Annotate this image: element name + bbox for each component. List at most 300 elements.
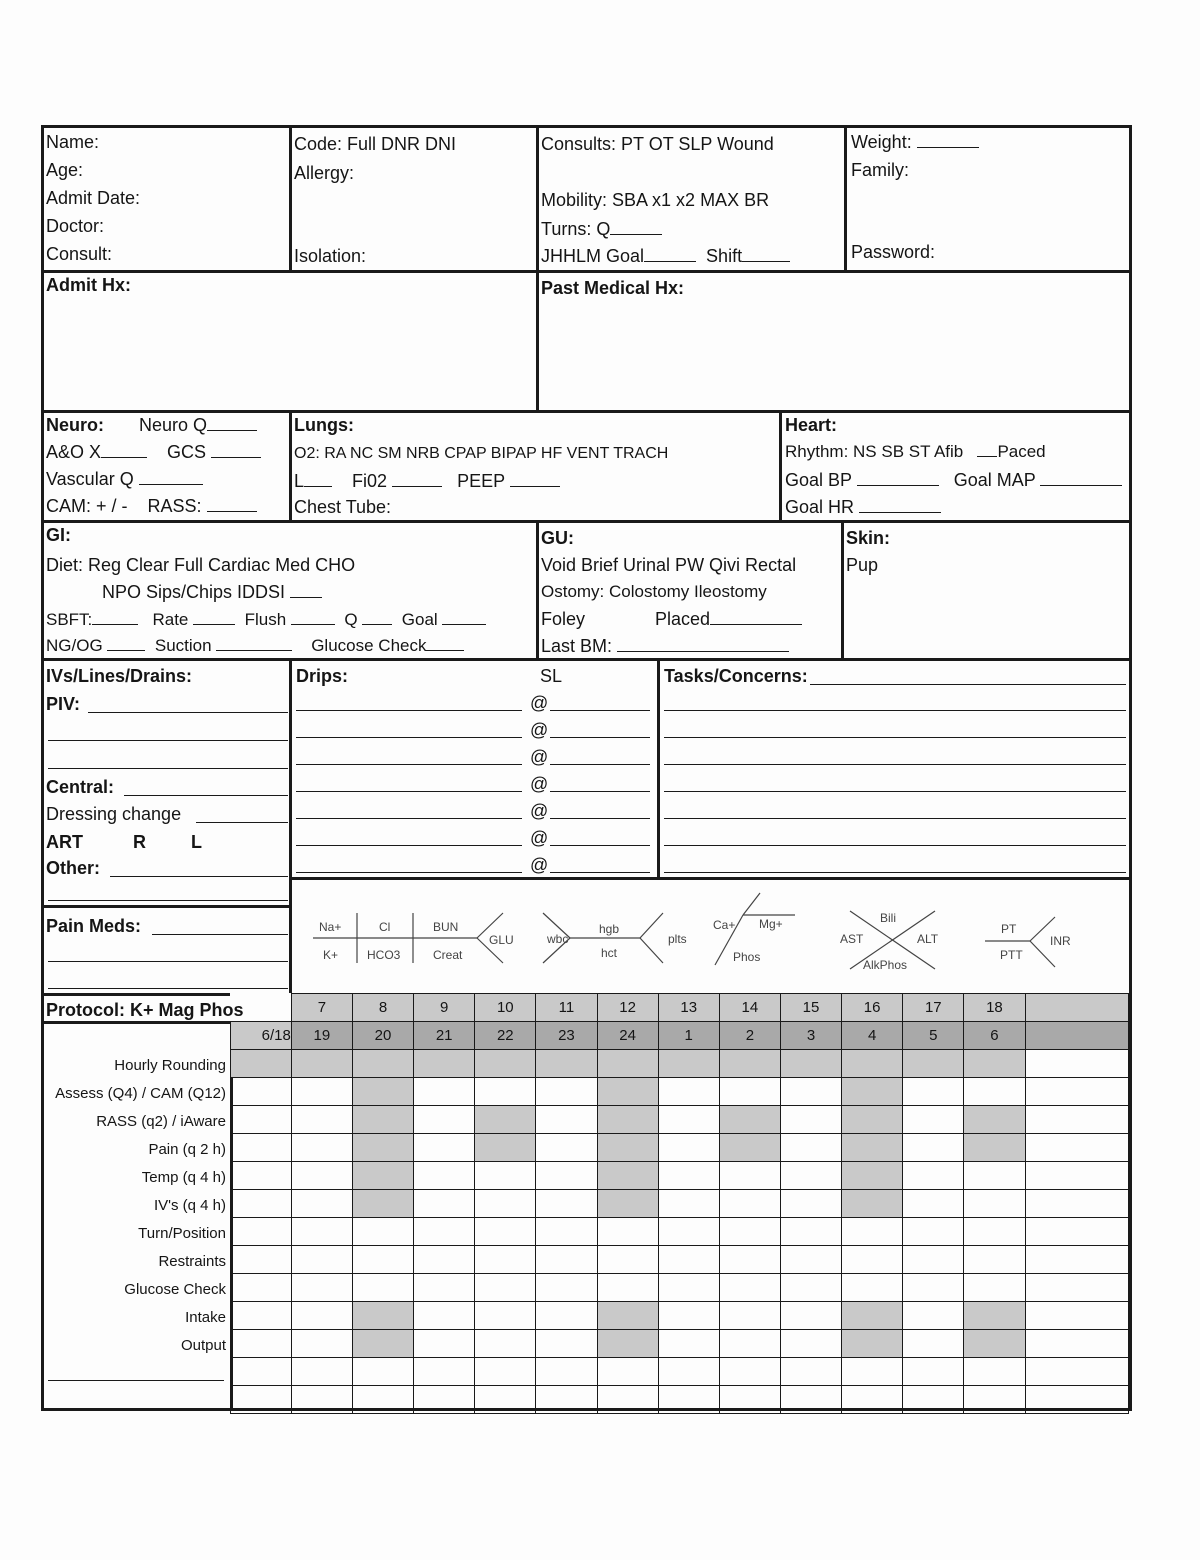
flush-label: Flush xyxy=(244,610,287,629)
grid-cell[interactable] xyxy=(658,1190,719,1218)
grid-cell[interactable] xyxy=(414,1246,475,1274)
grid-cell[interactable] xyxy=(1025,1134,1129,1162)
grid-cell[interactable] xyxy=(414,1050,475,1078)
doctor-label: Doctor: xyxy=(46,216,105,236)
grid-cell[interactable] xyxy=(842,1078,903,1106)
grid-cell[interactable] xyxy=(1025,1078,1129,1106)
grid-cell[interactable] xyxy=(964,1218,1025,1246)
grid-cell[interactable] xyxy=(1025,1050,1129,1078)
rate-label: Rate xyxy=(152,610,189,629)
grid-cell[interactable] xyxy=(291,1274,352,1302)
grid-cell[interactable] xyxy=(536,1050,597,1078)
grid-cell[interactable] xyxy=(414,1358,475,1386)
grid-cell[interactable] xyxy=(475,1274,536,1302)
hourly-grid-area xyxy=(44,993,1129,1408)
grid-cell[interactable] xyxy=(231,1106,292,1134)
grid-cell[interactable] xyxy=(780,1218,841,1246)
jhhlm-label: JHHLM Goal xyxy=(541,246,645,266)
grid-cell[interactable] xyxy=(780,1162,841,1190)
grid-cell[interactable] xyxy=(475,1246,536,1274)
rhythm-label: Rhythm: NS SB ST Afib xyxy=(785,442,964,461)
ao-label: A&O X xyxy=(46,442,102,462)
grid-cell[interactable] xyxy=(1025,1302,1129,1330)
grid-cell[interactable] xyxy=(414,1106,475,1134)
grid-cell[interactable] xyxy=(719,1134,780,1162)
grid-cell[interactable] xyxy=(903,1162,964,1190)
drip-rate-at: @ xyxy=(530,774,549,794)
grid-cell[interactable] xyxy=(597,1218,658,1246)
grid-cell[interactable] xyxy=(231,1358,292,1386)
grid-cell[interactable] xyxy=(842,1218,903,1246)
grid-cell[interactable] xyxy=(597,1246,658,1274)
lungs-cell xyxy=(292,410,782,520)
lungs-line-3 xyxy=(294,471,560,491)
history-row xyxy=(44,270,1129,413)
drip-rate-at: @ xyxy=(530,693,549,713)
consults-cell xyxy=(539,128,847,270)
grid-cell[interactable] xyxy=(475,1078,536,1106)
grid-cell[interactable] xyxy=(352,1358,413,1386)
grid-cell[interactable] xyxy=(597,1050,658,1078)
foley-label: Foley xyxy=(541,609,586,629)
grid-cell[interactable] xyxy=(352,1162,413,1190)
peep-label: PEEP xyxy=(457,471,505,491)
grid-cell[interactable] xyxy=(964,1302,1025,1330)
grid-cell[interactable] xyxy=(903,1302,964,1330)
grid-cell[interactable] xyxy=(291,1330,352,1358)
grid-cell[interactable] xyxy=(536,1386,597,1414)
grid-cell[interactable] xyxy=(352,1246,413,1274)
grid-cell[interactable] xyxy=(291,1302,352,1330)
gi-title: GI: xyxy=(46,525,71,545)
grid-cell[interactable] xyxy=(291,1050,352,1078)
allergy-label: Allergy: xyxy=(294,163,355,183)
grid-cell[interactable] xyxy=(842,1106,903,1134)
drip-rate-at: @ xyxy=(530,801,549,821)
grid-cell[interactable] xyxy=(536,1302,597,1330)
heart-line-3 xyxy=(785,470,1122,490)
hour-header: 21 xyxy=(414,1022,475,1050)
grid-cell[interactable] xyxy=(231,1190,292,1218)
grid-cell[interactable] xyxy=(719,1274,780,1302)
suction-label: Suction xyxy=(154,636,212,655)
grid-cell[interactable] xyxy=(842,1050,903,1078)
lab-hco3: HCO3 xyxy=(367,948,401,962)
admit-date-label: Admit Date: xyxy=(46,188,141,208)
grid-cell[interactable] xyxy=(231,1050,292,1078)
lab-alkphos: AlkPhos xyxy=(863,958,908,972)
drips-cell xyxy=(292,658,660,880)
hour-header: 24 xyxy=(597,1022,658,1050)
row-label: RASS (q2) / iAware xyxy=(96,1113,226,1130)
grid-cell[interactable] xyxy=(719,1246,780,1274)
neuro-line-3 xyxy=(46,469,203,489)
row-label: Output xyxy=(180,1337,226,1354)
grid-cell[interactable] xyxy=(842,1330,903,1358)
lab-mg: Mg+ xyxy=(759,917,783,931)
grid-cell[interactable] xyxy=(1025,1106,1129,1134)
lab-plts: plts xyxy=(668,932,687,946)
grid-cell[interactable] xyxy=(842,1302,903,1330)
grid-cell[interactable] xyxy=(352,1274,413,1302)
grid-cell[interactable] xyxy=(658,1134,719,1162)
grid-cell[interactable] xyxy=(842,1246,903,1274)
grid-cell[interactable] xyxy=(414,1218,475,1246)
grid-cell[interactable] xyxy=(414,1134,475,1162)
turns-field xyxy=(541,219,662,239)
grid-cell[interactable] xyxy=(1025,1190,1129,1218)
grid-cell[interactable] xyxy=(231,1386,292,1414)
grid-cell[interactable] xyxy=(719,1106,780,1134)
gi-cell xyxy=(44,520,539,658)
admit-hx-label: Admit Hx: xyxy=(46,275,131,295)
grid-cell[interactable] xyxy=(964,1330,1025,1358)
row-label: Pain (q 2 h) xyxy=(148,1141,226,1158)
grid-cell[interactable] xyxy=(719,1190,780,1218)
grid-cell[interactable] xyxy=(1025,1330,1129,1358)
grid-cell[interactable] xyxy=(352,1050,413,1078)
skin-title: Skin: xyxy=(846,528,891,548)
gu-cell xyxy=(539,520,844,658)
grid-cell[interactable] xyxy=(414,1190,475,1218)
grid-cell[interactable] xyxy=(352,1190,413,1218)
grid-cell[interactable] xyxy=(903,1330,964,1358)
rass-label: RASS: xyxy=(147,496,202,516)
grid-cell[interactable] xyxy=(475,1386,536,1414)
lab-ast: AST xyxy=(840,932,864,946)
table-row xyxy=(231,1106,1129,1134)
grid-cell[interactable] xyxy=(658,1050,719,1078)
grid-cell[interactable] xyxy=(352,1330,413,1358)
lab-ca: Ca+ xyxy=(713,918,736,932)
grid-cell[interactable] xyxy=(231,1246,292,1274)
grid-cell[interactable] xyxy=(475,1302,536,1330)
heart-title: Heart: xyxy=(785,415,838,435)
drips-title: Drips: xyxy=(296,666,349,686)
grid-cell[interactable] xyxy=(352,1386,413,1414)
grid-cell[interactable] xyxy=(291,1358,352,1386)
npo-label: NPO Sips/Chips IDDSI xyxy=(102,582,286,602)
ngog-field xyxy=(46,636,464,656)
grid-cell[interactable] xyxy=(658,1302,719,1330)
grid-cell[interactable] xyxy=(780,1386,841,1414)
grid-cell[interactable] xyxy=(903,1274,964,1302)
neuro-line-1 xyxy=(46,415,257,435)
row-label: Hourly Rounding xyxy=(114,1057,226,1074)
grid-cell[interactable] xyxy=(903,1078,964,1106)
grid-cell[interactable] xyxy=(414,1274,475,1302)
grid-cell[interactable] xyxy=(291,1190,352,1218)
grid-cell[interactable] xyxy=(719,1302,780,1330)
grid-cell[interactable] xyxy=(903,1050,964,1078)
piv-label: PIV: xyxy=(46,694,81,714)
hour-header: 23 xyxy=(536,1022,597,1050)
grid-cell[interactable] xyxy=(658,1218,719,1246)
grid-cell[interactable] xyxy=(597,1134,658,1162)
grid-cell[interactable] xyxy=(964,1078,1025,1106)
row-label: Temp (q 4 h) xyxy=(141,1169,226,1186)
grid-cell[interactable] xyxy=(719,1330,780,1358)
grid-cell[interactable] xyxy=(475,1330,536,1358)
grid-cell[interactable] xyxy=(903,1386,964,1414)
lab-cl: Cl xyxy=(379,920,391,934)
grid-cell[interactable] xyxy=(536,1190,597,1218)
grid-cell[interactable] xyxy=(780,1246,841,1274)
foley-field xyxy=(541,609,802,629)
grid-cell[interactable] xyxy=(597,1386,658,1414)
grid-cell[interactable] xyxy=(964,1358,1025,1386)
labs-panel xyxy=(295,883,1129,993)
lab-fishbone-diagrams xyxy=(295,883,1132,993)
hour-header: 12 xyxy=(597,994,658,1022)
glucose-check-label: Glucose Check xyxy=(311,636,427,655)
grid-cell[interactable] xyxy=(291,1162,352,1190)
l-label: L xyxy=(294,471,305,491)
grid-cell[interactable] xyxy=(842,1358,903,1386)
grid-cell[interactable] xyxy=(414,1386,475,1414)
grid-cell[interactable] xyxy=(536,1358,597,1386)
protocol-label: Protocol: K+ Mag Phos xyxy=(46,1000,244,1020)
goal-bp-label: Goal BP xyxy=(785,470,852,490)
grid-cell[interactable] xyxy=(536,1078,597,1106)
lines-column xyxy=(44,658,292,993)
grid-cell[interactable] xyxy=(1025,1386,1129,1414)
grid-cell[interactable] xyxy=(719,1218,780,1246)
drip-rate-at: @ xyxy=(530,828,549,848)
grid-cell[interactable] xyxy=(475,1134,536,1162)
lab-bili: Bili xyxy=(880,911,897,925)
grid-cell[interactable] xyxy=(658,1330,719,1358)
neuro-line-4 xyxy=(46,496,257,516)
hour-header: 3 xyxy=(780,1022,841,1050)
grid-cell[interactable] xyxy=(719,1050,780,1078)
jhhlm-field xyxy=(541,246,790,266)
sl-label: SL xyxy=(540,666,563,686)
lab-pt: PT xyxy=(1001,922,1017,936)
grid-cell[interactable] xyxy=(964,1162,1025,1190)
row-label: Glucose Check xyxy=(124,1281,226,1298)
grid-cell[interactable] xyxy=(597,1162,658,1190)
mobility-label: Mobility: SBA x1 x2 MAX BR xyxy=(541,190,770,210)
row-label: IV's (q 4 h) xyxy=(153,1197,226,1214)
grid-cell[interactable] xyxy=(414,1162,475,1190)
grid-cell[interactable] xyxy=(842,1190,903,1218)
grid-cell[interactable] xyxy=(780,1358,841,1386)
grid-cell[interactable] xyxy=(719,1358,780,1386)
grid-cell[interactable] xyxy=(414,1302,475,1330)
hour-header: 8 xyxy=(352,994,413,1022)
grid-cell[interactable] xyxy=(536,1330,597,1358)
tasks-title: Tasks/Concerns: xyxy=(664,666,808,686)
grid-cell[interactable] xyxy=(291,1106,352,1134)
grid-cell[interactable] xyxy=(1025,1246,1129,1274)
grid-cell[interactable] xyxy=(842,1134,903,1162)
grid-cell[interactable] xyxy=(352,1078,413,1106)
grid-cell[interactable] xyxy=(352,1302,413,1330)
grid-cell[interactable] xyxy=(1025,1218,1129,1246)
table-row xyxy=(231,1218,1129,1246)
grid-cell[interactable] xyxy=(597,1078,658,1106)
grid-cell[interactable] xyxy=(231,1078,292,1106)
art-label: ART xyxy=(46,832,83,852)
grid-cell[interactable] xyxy=(780,1274,841,1302)
grid-cell[interactable] xyxy=(842,1386,903,1414)
void-label: Void Brief Urinal PW Qivi Rectal xyxy=(541,555,797,575)
grid-cell[interactable] xyxy=(780,1078,841,1106)
grid-cell[interactable] xyxy=(903,1246,964,1274)
grid-cell[interactable] xyxy=(964,1134,1025,1162)
grid-cell[interactable] xyxy=(414,1330,475,1358)
grid-cell[interactable] xyxy=(475,1358,536,1386)
grid-cell[interactable] xyxy=(719,1162,780,1190)
grid-cell[interactable] xyxy=(964,1246,1025,1274)
grid-cell[interactable] xyxy=(597,1358,658,1386)
grid-cell[interactable] xyxy=(658,1106,719,1134)
row-label: Intake xyxy=(185,1309,226,1326)
grid-cell[interactable] xyxy=(291,1078,352,1106)
grid-cell[interactable] xyxy=(536,1246,597,1274)
lines-title: IVs/Lines/Drains: xyxy=(46,666,193,686)
lab-phos: Phos xyxy=(733,950,761,964)
grid-cell[interactable] xyxy=(597,1302,658,1330)
grid-cell[interactable] xyxy=(231,1274,292,1302)
hour-header: 11 xyxy=(536,994,597,1022)
grid-cell[interactable] xyxy=(1025,1162,1129,1190)
grid-cell[interactable] xyxy=(780,1302,841,1330)
grid-cell[interactable] xyxy=(1025,1274,1129,1302)
table-row xyxy=(231,1246,1129,1274)
grid-cell[interactable] xyxy=(903,1190,964,1218)
grid-cell[interactable] xyxy=(658,1078,719,1106)
last-bm-label: Last BM: xyxy=(541,636,613,656)
hour-header: 20 xyxy=(352,1022,413,1050)
grid-cell[interactable] xyxy=(475,1218,536,1246)
grid-cell[interactable] xyxy=(536,1218,597,1246)
grid-cell[interactable] xyxy=(536,1274,597,1302)
grid-cell[interactable] xyxy=(780,1330,841,1358)
past-medical-hx-label: Past Medical Hx: xyxy=(541,278,685,298)
grid-cell[interactable] xyxy=(291,1134,352,1162)
grid-cell[interactable] xyxy=(231,1218,292,1246)
hour-header: 6 xyxy=(964,1022,1025,1050)
other-label: Other: xyxy=(46,858,100,878)
grid-cell[interactable] xyxy=(291,1386,352,1414)
hour-header: 2 xyxy=(719,1022,780,1050)
grid-cell[interactable] xyxy=(475,1106,536,1134)
grid-cell[interactable] xyxy=(780,1190,841,1218)
grid-cell[interactable] xyxy=(536,1106,597,1134)
lab-hgb: hgb xyxy=(599,922,620,936)
weight-label: Weight: xyxy=(851,132,912,152)
grid-cell[interactable] xyxy=(658,1246,719,1274)
grid-cell[interactable] xyxy=(658,1162,719,1190)
last-bm-field xyxy=(541,636,789,656)
table-row xyxy=(231,1050,1129,1078)
grid-cell[interactable] xyxy=(903,1134,964,1162)
grid-cell[interactable] xyxy=(291,1218,352,1246)
grid-cell[interactable] xyxy=(597,1330,658,1358)
grid-cell[interactable] xyxy=(903,1106,964,1134)
grid-cell[interactable] xyxy=(780,1134,841,1162)
grid-cell[interactable] xyxy=(597,1274,658,1302)
gu-title: GU: xyxy=(541,528,574,548)
cam-label: CAM: + / - xyxy=(46,496,128,516)
grid-cell[interactable] xyxy=(231,1330,292,1358)
grid-cell[interactable] xyxy=(536,1162,597,1190)
lab-hct: hct xyxy=(601,946,618,960)
code-cell xyxy=(292,128,539,270)
goal-map-label: Goal MAP xyxy=(953,470,1036,490)
grid-cell[interactable] xyxy=(780,1050,841,1078)
grid-cell[interactable] xyxy=(658,1358,719,1386)
grid-cell[interactable] xyxy=(475,1050,536,1078)
header-row xyxy=(44,128,1129,273)
grid-cell[interactable] xyxy=(903,1358,964,1386)
turns-label: Turns: Q xyxy=(541,219,611,239)
table-row xyxy=(231,1190,1129,1218)
patient-info-cell xyxy=(44,128,292,270)
neuro-line-2 xyxy=(46,442,261,462)
grid-cell[interactable] xyxy=(964,1190,1025,1218)
row-label: Turn/Position xyxy=(138,1225,226,1242)
grid-cell[interactable] xyxy=(597,1106,658,1134)
grid-cell[interactable] xyxy=(964,1274,1025,1302)
hour-header: 15 xyxy=(780,994,841,1022)
row-label: Assess (Q4) / CAM (Q12) xyxy=(55,1085,226,1102)
grid-cell[interactable] xyxy=(352,1218,413,1246)
grid-cell[interactable] xyxy=(475,1190,536,1218)
art-field xyxy=(46,832,202,852)
grid-cell[interactable] xyxy=(536,1134,597,1162)
lab-inr: INR xyxy=(1050,934,1071,948)
age-label: Age: xyxy=(46,160,84,180)
fio2-label: Fi02 xyxy=(352,471,388,491)
grid-cell[interactable] xyxy=(842,1274,903,1302)
grid-cell[interactable] xyxy=(597,1190,658,1218)
hour-header: 13 xyxy=(658,994,719,1022)
grid-cell[interactable] xyxy=(780,1106,841,1134)
grid-cell[interactable] xyxy=(842,1162,903,1190)
grid-cell[interactable] xyxy=(1025,1358,1129,1386)
grid-cell[interactable] xyxy=(291,1246,352,1274)
goal-hr-label: Goal HR xyxy=(785,497,855,517)
grid-cell[interactable] xyxy=(903,1218,964,1246)
grid-cell[interactable] xyxy=(231,1302,292,1330)
grid-cell[interactable] xyxy=(352,1134,413,1162)
table-row xyxy=(231,1162,1129,1190)
grid-cell[interactable] xyxy=(475,1162,536,1190)
grid-cell[interactable] xyxy=(658,1386,719,1414)
grid-cell[interactable] xyxy=(964,1106,1025,1134)
art-l-label: L xyxy=(191,832,203,852)
vascular-label: Vascular Q xyxy=(46,469,134,489)
grid-cell[interactable] xyxy=(964,1050,1025,1078)
grid-cell[interactable] xyxy=(964,1386,1025,1414)
grid-cell[interactable] xyxy=(231,1162,292,1190)
drip-rate-at: @ xyxy=(530,720,549,740)
grid-cell[interactable] xyxy=(719,1386,780,1414)
grid-cell[interactable] xyxy=(719,1078,780,1106)
row-labels xyxy=(44,1024,233,1408)
nursing-report-sheet xyxy=(41,125,1132,1411)
grid-cell[interactable] xyxy=(658,1274,719,1302)
lungs-title: Lungs: xyxy=(294,415,354,435)
sbft-label: SBFT: xyxy=(46,610,93,629)
grid-cell[interactable] xyxy=(352,1106,413,1134)
past-medical-hx-cell xyxy=(539,270,1129,410)
grid-cell[interactable] xyxy=(414,1078,475,1106)
grid-cell[interactable] xyxy=(231,1134,292,1162)
